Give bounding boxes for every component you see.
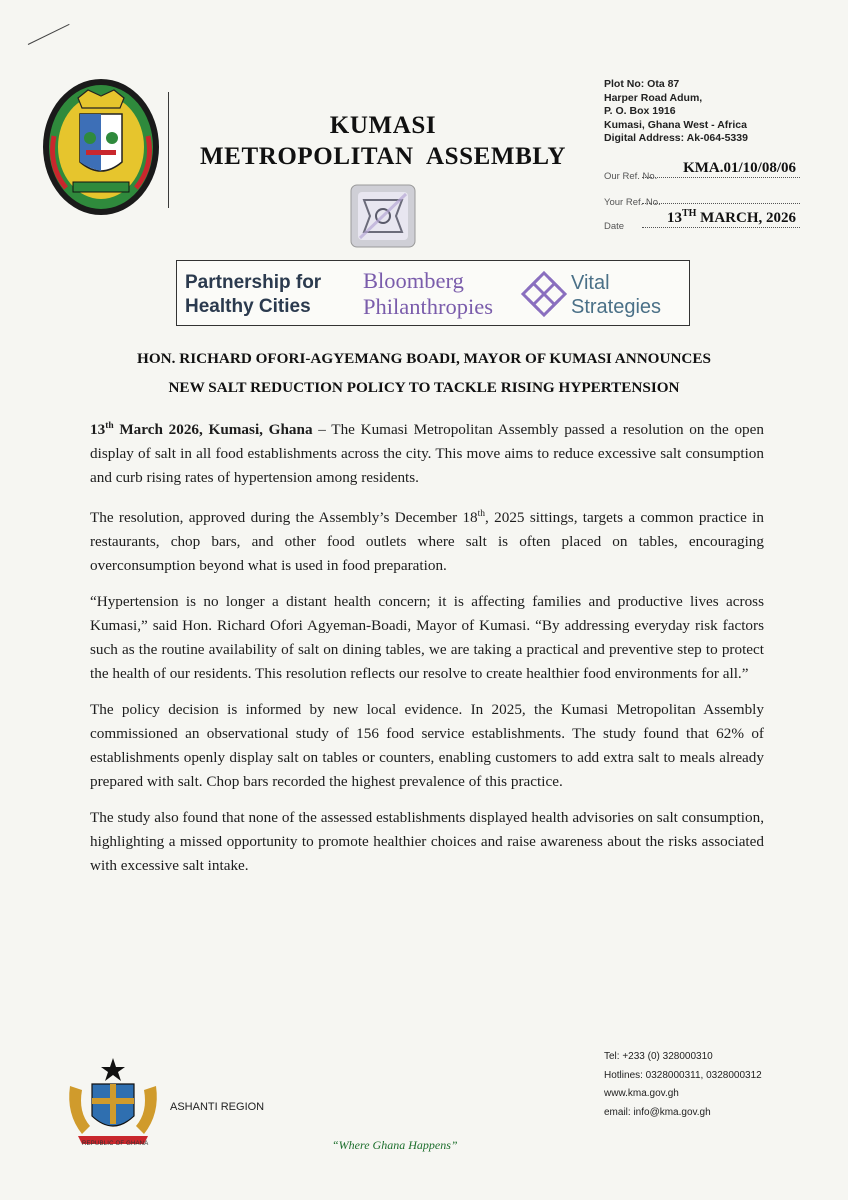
paragraph-2: The resolution, approved during the Assembly’s December 18th, 2025 sittings, targets a common practice in restaurants, chop bars, and other food outlets where salt is often placed on tables, encouraging overconsumption beyond what is used in food preparation. <box>90 509 764 575</box>
kma-crest-logo <box>40 76 162 218</box>
contact-details <box>604 1048 834 1122</box>
partnership-banner <box>176 260 690 326</box>
headline-line-1: HON. RICHARD OFORI-AGYEMANG BOADI, MAYOR OF KUMASI ANNOUNCES <box>137 350 711 367</box>
hologram-emblem-icon <box>350 184 416 248</box>
date-row <box>604 210 800 230</box>
pen-stroke-mark <box>28 24 70 45</box>
our-ref-value: KMA.01/10/08/06 <box>683 160 796 176</box>
date-label: Date <box>604 221 625 232</box>
headline-line-2: NEW SALT REDUCTION POLICY TO TACKLE RISING HYPERTENSION <box>168 379 680 396</box>
contact-hotlines: Hotlines: 0328000311, 0328000312 <box>604 1069 762 1081</box>
paragraph-5: The study also found that none of the assessed establishments displayed health advisories on salt consumption, highlighting a missed opportunity to promote healthier choices and raise awareness about the risks associated with excessive salt intake. <box>90 809 764 875</box>
title-line-1: KUMASI <box>329 112 437 139</box>
ghana-coat-of-arms-logo <box>64 1056 162 1146</box>
your-ref-row <box>604 186 800 206</box>
header-divider <box>168 92 169 208</box>
address-line: P. O. Box 1916 <box>604 105 676 118</box>
motto: “Where Ghana Happens” <box>332 1138 458 1152</box>
republic-of-ghana-caption: REPUBLIC OF GHANA <box>82 1141 149 1147</box>
vital-strategies-icon <box>519 269 569 319</box>
address-line: Plot No: Ota 87 <box>604 78 680 90</box>
bloomberg-philanthropies-logo: Bloomberg Philanthropies <box>363 268 493 319</box>
assembly-address <box>604 78 834 146</box>
your-ref-label: Your Ref. No. <box>604 197 661 208</box>
press-headline <box>60 344 788 402</box>
contact-email: email: info@kma.gov.gh <box>604 1106 711 1118</box>
paragraph-4: The policy decision is informed by new local evidence. In 2025, the Kumasi Metropolitan Assembly commissioned an observational study of 156 food service establishments. The study found that 62% of establishments openly display salt on tables or counters, enabling customers to add extra salt to meals already prepared with salt. Chop bars recorded the highest prevalence of this practice. <box>90 701 764 791</box>
address-line: Digital Address: Ak-064-5339 <box>604 132 748 145</box>
date-value: 13TH MARCH, 2026 <box>666 208 796 226</box>
address-line: Harper Road Adum, <box>604 91 703 104</box>
assembly-title <box>178 110 588 172</box>
address-line: Kumasi, Ghana West - Africa <box>604 118 747 131</box>
vital-strategies-logo: Vital Strategies <box>571 272 662 318</box>
ref-dotted-line <box>642 177 800 178</box>
contact-tel: Tel: +233 (0) 328000310 <box>604 1051 713 1062</box>
ref-dotted-line <box>642 203 800 204</box>
press-body <box>90 414 764 890</box>
ref-dotted-line <box>642 227 800 228</box>
paragraph-3: “Hypertension is no longer a distant health concern; it is affecting families and productive lives across Kumasi,” said Hon. Richard Ofori Agyeman-Boadi, Mayor of Kumasi. “By addressing everyday risk factors such as the routine availability of salt on dining tables, we are taking a practical and preventive step to protect the health of our residents. This resolution reflects our resolve to create healthier food environments for all.” <box>90 593 764 683</box>
region-label: ASHANTI REGION <box>170 1101 265 1113</box>
paragraph-1: 13th March 2026, Kumasi, Ghana – The Kumasi Metropolitan Assembly passed a resolution on the open display of salt in all food establishments across the city. This move aims to reduce excessive salt consumption and curb rising rates of hypertension among residents. <box>90 421 764 487</box>
our-ref-row <box>604 160 800 180</box>
dateline: 13th March 2026, Kumasi, Ghana <box>90 421 313 439</box>
our-ref-label: Our Ref. No. <box>604 171 658 182</box>
title-line-2: METROPOLITAN ASSEMBLY <box>199 143 567 170</box>
partnership-healthy-cities-logo: Partnership for Healthy Cities <box>185 272 322 317</box>
contact-website: www.kma.gov.gh <box>604 1088 679 1099</box>
